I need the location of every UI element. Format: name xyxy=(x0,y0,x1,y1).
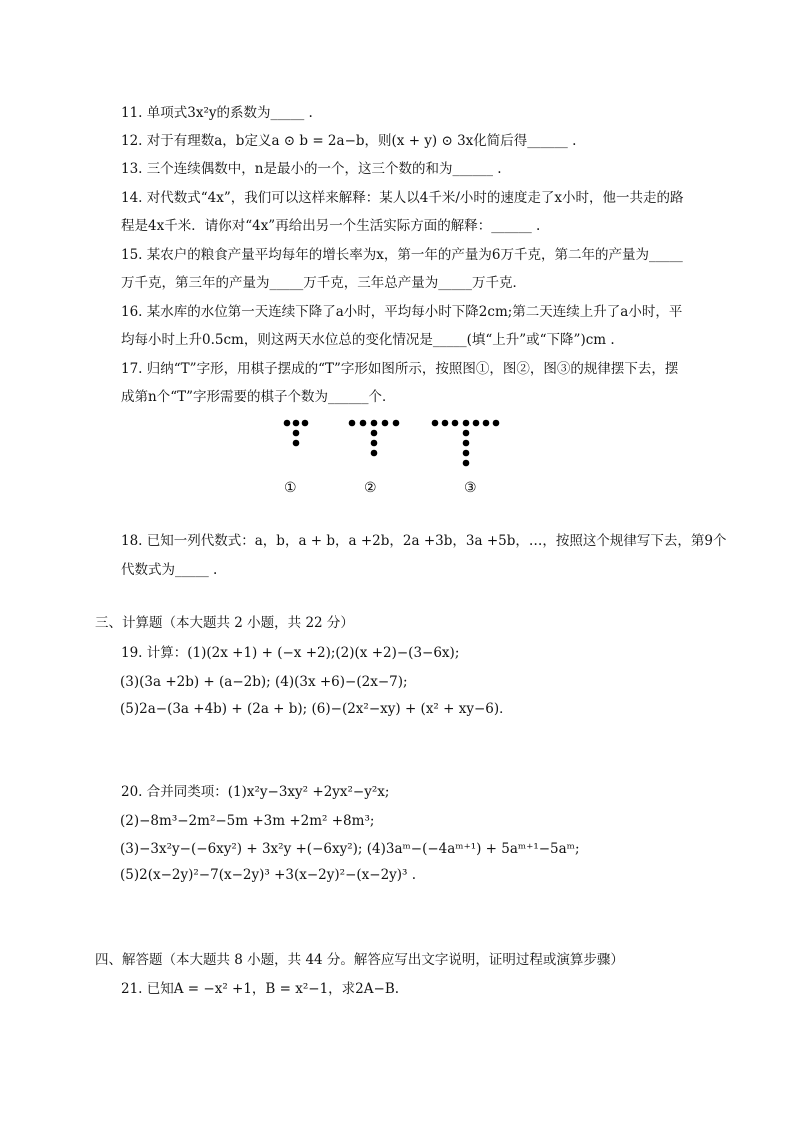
piece xyxy=(349,420,356,427)
question-11: 11. 单项式3x²y的系数为_____ . xyxy=(121,105,313,121)
piece xyxy=(473,420,480,427)
piece xyxy=(371,450,378,457)
piece xyxy=(442,420,449,427)
piece xyxy=(293,430,300,437)
question-21: 21. 已知A = −x² +1，B = x²−1，求2A−B. xyxy=(121,981,400,997)
piece xyxy=(463,460,470,467)
t-shape-dots xyxy=(260,410,520,480)
piece xyxy=(493,420,500,427)
question-16-line2: 均每小时上升0.5cm，则这两天水位总的变化情况是_____(填“上升”或“下降”)cm . xyxy=(121,332,615,348)
piece xyxy=(293,420,300,427)
question-16-line1: 16. 某水库的水位第一天连续下降了a小时，平均每小时下降2cm;第二天连续上升了a小时，平 xyxy=(121,304,683,320)
question-20-line3: (3)−3x²y−(−6xy²) + 3x²y +(−6xy²); (4)3aᵐ−(−4aᵐ⁺¹) + 5aᵐ⁺¹−5aᵐ; xyxy=(120,841,580,857)
piece xyxy=(284,420,291,427)
piece xyxy=(393,420,400,427)
section-3-heading: 三、计算题（本大题共 2 小题，共 22 分） xyxy=(95,615,354,631)
question-17-line2: 成第n个“T”字形需要的棋子个数为______个． xyxy=(121,389,396,405)
question-20-line2: (2)−8m³−2m²−5m +3m +2m² +8m³; xyxy=(120,813,375,829)
question-14-line2: 程是4x千米．请你对“4x”再给出另一个生活实际方面的解释：______ . xyxy=(121,218,541,234)
piece xyxy=(463,440,470,447)
question-14-line1: 14. 对代数式“4x”，我们可以这样来解释：某人以4千米/小时的速度走了x小时，他一共走的路 xyxy=(121,190,684,206)
section-4-heading: 四、解答题（本大题共 8 小题，共 44 分。解答应写出文字说明，证明过程或演算步骤） xyxy=(95,952,624,968)
piece xyxy=(360,420,367,427)
question-12: 12. 对于有理数a，b定义a ⊙ b = 2a−b，则(x + y) ⊙ 3x化简后得______ . xyxy=(121,133,577,149)
question-17-line1: 17. 归纳“T”字形，用棋子摆成的“T”字形如图所示，按照图①，图②，图③的规律摆下去，摆 xyxy=(121,361,679,377)
piece xyxy=(432,420,439,427)
piece xyxy=(463,450,470,457)
question-19-line3: (5)2a−(3a +4b) + (2a + b); (6)−(2x²−xy) + (x² + xy−6)． xyxy=(120,701,513,717)
piece xyxy=(463,430,470,437)
piece xyxy=(302,420,309,427)
question-13: 13. 三个连续偶数中，n是最小的一个，这三个数的和为______ . xyxy=(121,161,502,177)
figure-label-2: ② xyxy=(364,480,377,496)
piece xyxy=(483,420,490,427)
piece xyxy=(371,430,378,437)
question-19-line2: (3)(3a +2b) + (a−2b); (4)(3x +6)−(2x−7); xyxy=(120,674,408,690)
piece xyxy=(293,440,300,447)
question-20-line4: (5)2(x−2y)²−7(x−2y)³ +3(x−2y)²−(x−2y)³ . xyxy=(120,867,417,883)
question-19-line1: 19. 计算：(1)(2x +1) + (−x +2);(2)(x +2)−(3−6x); xyxy=(121,645,460,661)
question-18-line1: 18. 已知一列代数式：a，b，a + b，a +2b，2a +3b，3a +5b，…，按照这个规律写下去，第9个 xyxy=(121,533,727,549)
piece xyxy=(371,440,378,447)
figure-label-1: ① xyxy=(284,480,297,496)
question-20-line1: 20. 合并同类项：(1)x²y−3xy² +2yx²−y²x; xyxy=(121,784,390,800)
piece xyxy=(371,420,378,427)
piece xyxy=(382,420,389,427)
t-shape-figure xyxy=(260,410,520,505)
piece xyxy=(463,420,470,427)
figure-label-3: ③ xyxy=(464,480,477,496)
question-15-line1: 15. 某农户的粮食产量平均每年的增长率为x，第一年的产量为6万千克，第二年的产量为_____ xyxy=(121,247,683,263)
question-18-line2: 代数式为_____ . xyxy=(121,562,218,578)
piece xyxy=(452,420,459,427)
question-15-line2: 万千克，第三年的产量为_____万千克，三年总产量为_____万千克． xyxy=(121,275,526,291)
